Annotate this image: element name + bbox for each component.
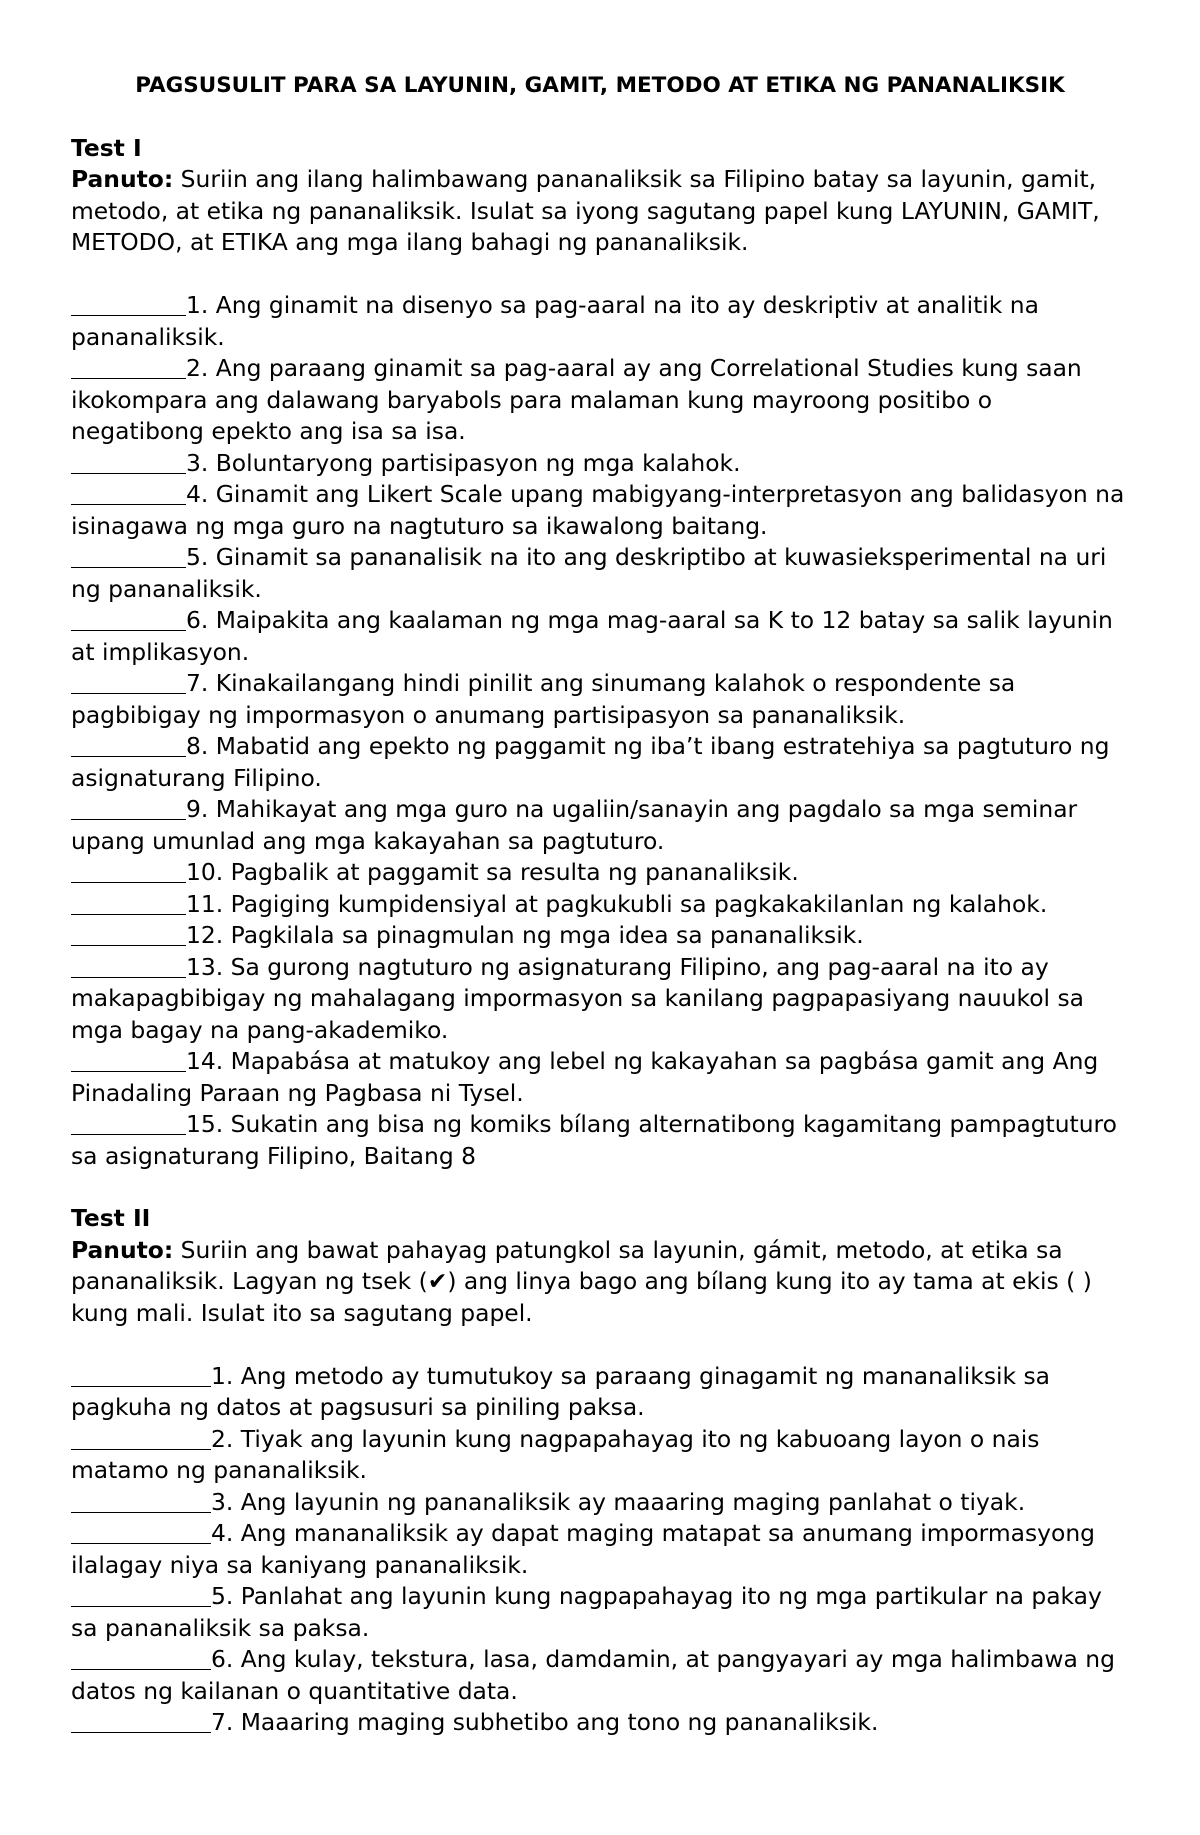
test-1-item <box>71 794 1129 857</box>
test-1-item <box>71 889 1129 921</box>
answer-blank[interactable] <box>71 1109 186 1135</box>
answer-blank[interactable] <box>71 542 186 568</box>
test-1-item <box>71 353 1129 448</box>
test-1-item-text: 8. Mabatid ang epekto ng paggamit ng iba’t ibang estratehiya sa pagtuturo ng asignaturang Filipino. <box>71 732 1110 792</box>
test-1-item-list <box>71 290 1129 1172</box>
test-1-item <box>71 479 1129 542</box>
test-1-item-text: 2. Ang paraang ginamit sa pag-aaral ay ang Correlational Studies kung saan ikokompara ang dalawang baryabols para malaman kung mayroong positibo o negatibong epekto ang isa sa isa. <box>71 354 1082 445</box>
answer-blank[interactable] <box>71 353 186 379</box>
test-1-item-text: 9. Mahikayat ang mga guro na ugaliin/sanayin ang pagdalo sa mga seminar upang umunlad ang mga kakayahan sa pagtuturo. <box>71 795 1078 855</box>
answer-blank[interactable] <box>71 668 186 694</box>
test-1-item-text: 14. Mapabása at matukoy ang lebel ng kakayahan sa pagbása gamit ang Ang Pinadaling Paraan ng Pagbasa ni Tysel. <box>71 1047 1099 1107</box>
test-2-item <box>71 1424 1129 1487</box>
test-2-item-list <box>71 1361 1129 1739</box>
test-1-item <box>71 1109 1129 1172</box>
answer-blank[interactable] <box>71 920 186 946</box>
test-1-item-text: 7. Kinakailangang hindi pinilit ang sinumang kalahok o respondente sa pagbibigay ng impormasyon o anumang partisipasyon sa pananaliksik. <box>71 669 1016 729</box>
answer-blank[interactable] <box>71 1361 211 1387</box>
test-1-item <box>71 448 1129 480</box>
answer-blank[interactable] <box>71 1487 211 1513</box>
test-1-heading: Test I <box>71 133 142 162</box>
test-1-instructions-text: Suriin ang ilang halimbawang pananaliksik sa Filipino batay sa layunin, gamit, metodo, at etika ng pananaliksik. Isulat sa iyong sagutang papel kung LAYUNIN, GAMIT, METODO, at ETIKA ang mga ilang bahagi ng pananaliksik. <box>71 165 1100 256</box>
test-2-item-text: 1. Ang metodo ay tumutukoy sa paraang ginagamit ng mananaliksik sa pagkuha ng datos at pagsusuri sa piniling paksa. <box>71 1361 1051 1421</box>
test-2-item-text: 3. Ang layunin ng pananaliksik ay maaaring maging panlahat o tiyak. <box>211 1487 1026 1516</box>
test-1-item-text: 11. Pagiging kumpidensiyal at pagkukubli sa pagkakakilanlan ng kalahok. <box>186 889 1048 918</box>
test-2-instructions-label: Panuto: <box>71 1235 174 1264</box>
answer-blank[interactable] <box>71 952 186 978</box>
answer-blank[interactable] <box>71 857 186 883</box>
answer-blank[interactable] <box>71 889 186 915</box>
test-2-item-text: 6. Ang kulay, tekstura, lasa, damdamin, at pangyayari ay mga halimbawa ng datos ng kailanan o quantitative data. <box>71 1645 1115 1705</box>
test-2-item <box>71 1518 1129 1581</box>
answer-blank[interactable] <box>71 731 186 757</box>
answer-blank[interactable] <box>71 1424 211 1450</box>
answer-blank[interactable] <box>71 794 186 820</box>
test-1-item-text: 6. Maipakita ang kaalaman ng mga mag-aaral sa K to 12 batay sa salik layunin at implikasyon. <box>71 606 1113 666</box>
test-1-item <box>71 731 1129 794</box>
answer-blank[interactable] <box>71 448 186 474</box>
test-2-item <box>71 1644 1129 1707</box>
test-2-section <box>71 1203 1129 1739</box>
test-1-item-text: 5. Ginamit sa pananalisik na ito ang deskriptibo at kuwasieksperimental na uri ng pananaliksik. <box>71 543 1107 603</box>
test-1-item <box>71 857 1129 889</box>
test-2-item-text: 2. Tiyak ang layunin kung nagpapahayag ito ng kabuoang layon o nais matamo ng pananaliksik. <box>71 1424 1040 1484</box>
document-title: PAGSUSULIT PARA SA LAYUNIN, GAMIT, METODO AT ETIKA NG PANANALIKSIK <box>135 73 1065 98</box>
test-1-item <box>71 1046 1129 1109</box>
test-2-item <box>71 1361 1129 1424</box>
test-2-item-text: 4. Ang mananaliksik ay dapat maging matapat sa anumang impormasyong ilalagay niya sa kaniyang pananaliksik. <box>71 1519 1096 1579</box>
test-2-item <box>71 1487 1129 1519</box>
test-1-instructions-label: Panuto: <box>71 165 174 193</box>
answer-blank[interactable] <box>71 290 186 316</box>
test-1-item-text: 15. Sukatin ang bisa ng komiks bílang alternatibong kagamitang pampagtuturo sa asignaturang Filipino, Baitang 8 <box>71 1110 1117 1170</box>
answer-blank[interactable] <box>71 479 186 505</box>
test-1-instructions <box>71 164 1129 259</box>
test-2-instructions-text: Suriin ang bawat pahayag patungkol sa layunin, gámit, metodo, at etika sa pananaliksik. Lagyan ng tsek (✔) ang linya bago ang bílang kung ito ay tama at ekis ( ) kung mali. Isulat ito sa sagutang papel. <box>71 1235 1092 1327</box>
test-2-heading: Test II <box>71 1204 151 1232</box>
test-1-item <box>71 605 1129 668</box>
test-1-item-text: 10. Pagbalik at paggamit sa resulta ng pananaliksik. <box>186 858 799 886</box>
answer-blank[interactable] <box>71 1644 211 1670</box>
answer-blank[interactable] <box>71 1581 211 1607</box>
test-1-item-text: 13. Sa gurong nagtuturo ng asignaturang Filipino, ang pag-aaral na ito ay makapagbibigay ng mahalagang impormasyon sa kanilang pagpapasiyang nauukol sa mga bagay na pang-akademiko. <box>71 952 1084 1044</box>
answer-blank[interactable] <box>71 1046 186 1072</box>
test-1-item-text: 3. Boluntaryong partisipasyon ng mga kalahok. <box>186 448 741 477</box>
test-1-item-text: 12. Pagkilala sa pinagmulan ng mga idea sa pananaliksik. <box>186 921 864 949</box>
test-1-item <box>71 290 1129 353</box>
test-1-item <box>71 542 1129 605</box>
test-2-item <box>71 1581 1129 1644</box>
test-1-item-text: 4. Ginamit ang Likert Scale upang mabigyang-interpretasyon ang balidasyon na isinagawa ng mga guro na nagtuturo sa ikawalong baitang. <box>71 480 1125 540</box>
test-2-item <box>71 1707 1129 1739</box>
answer-blank[interactable] <box>71 1518 211 1544</box>
answer-blank[interactable] <box>71 1707 211 1733</box>
test-2-item-text: 5. Panlahat ang layunin kung nagpapahayag ito ng mga partikular na pakay sa pananaliksik sa paksa. <box>71 1582 1102 1642</box>
answer-blank[interactable] <box>71 605 186 631</box>
test-1-section <box>71 133 1129 1173</box>
test-1-item <box>71 920 1129 952</box>
test-1-item-text: 1. Ang ginamit na disenyo sa pag-aaral na ito ay deskriptiv at analitik na pananaliksik. <box>71 291 1039 351</box>
test-1-item <box>71 668 1129 731</box>
test-2-item-text: 7. Maaaring maging subhetibo ang tono ng pananaliksik. <box>211 1708 879 1736</box>
test-2-instructions <box>71 1235 1129 1330</box>
test-1-item <box>71 952 1129 1047</box>
